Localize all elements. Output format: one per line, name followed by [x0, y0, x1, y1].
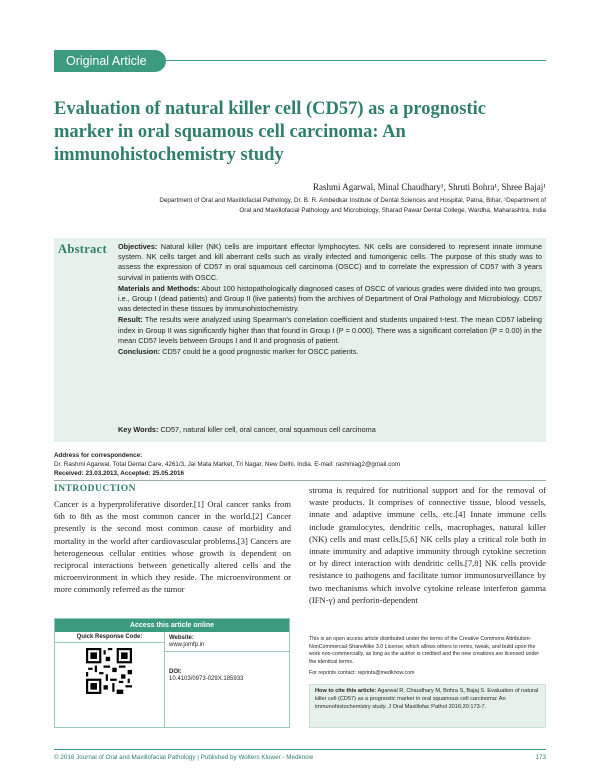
received-accepted-dates: Received: 23.03.2013, Accepted: 25.05.2016 — [54, 469, 184, 477]
footer-rule — [54, 749, 546, 750]
affiliation-line: Oral and Maxillofacial Pathology and Microbiology, Sharad Pawar Dental College, Wardha, Maharashtra, India — [239, 207, 546, 214]
correspondence-address: Dr. Rashmi Agarwal, Total Dental Care, 4261/3, Jai Mata Market, Tri Nagar, New Delhi, India. E-mail: rashmiag2@gmail.com — [54, 460, 401, 468]
conclusion-heading: Conclusion: — [118, 347, 161, 357]
abstract-conclusion — [118, 347, 542, 357]
abstract-body — [118, 242, 542, 358]
abstract-result — [118, 315, 542, 346]
intro-column-left: Cancer is a hyperproliferative disorder.[1] Oral cancer ranks from 6th to 8th as the most common cancer in the world.[2] Cancer presently is the second most common cause of morbidity and mortality in the world after cardiovascular problems.[3] Cancers are heterogeneous cellular entities whose growth is dependent on reciprocal interactions between genetically altered cells and the microenvironment in which they reside. The microenvironment or more commonly referred as the tumor — [54, 499, 291, 595]
citation-box — [309, 684, 546, 728]
doi-label: DOI: — [169, 669, 182, 675]
result-text: The results were analyzed using Spearman's correlation coefficient and students unpaired t-test. The mean CD57 labeling index in Group II was significantly higher than that found in Group I (P = 0.000). There was a significant correlation (P = 0.00) in the mean CD57 levels between Groups I and II and prognosis of patient. — [118, 315, 542, 345]
doi-link[interactable]: 10.4103/0973-029X.185933 — [169, 676, 244, 682]
correspondence — [54, 452, 400, 478]
methods-text: About 100 histopathologically diagnosed cases of OSCC of various grades were divided into two groups, i.e., Group I (dead patients) and Group II (live patients) from the archives of Department of Oral Pathology and Microbiology. CD57 was detected in these tissues by immunohistochemistry. — [118, 283, 543, 314]
abstract-objectives — [118, 242, 542, 283]
citation-heading: How to cite this article: — [315, 688, 377, 694]
access-header: Access this article online — [55, 619, 289, 632]
website-link[interactable]: www.jomfp.in — [165, 642, 289, 652]
access-article-box — [54, 618, 290, 728]
footer-copyright: © 2016 Journal of Oral and Maxillofacial Pathology | Published by Wolters Kluwer - Medknow — [54, 754, 314, 761]
conclusion-text: CD57 could be a good prognostic marker for OSCC patients. — [162, 347, 359, 357]
affiliations — [54, 196, 546, 216]
license-text: This is an open access article distributed under the terms of the Creative Commons Attribution-NonCommercial-ShareAlike 3.0 License, which allows others to remix, tweak, and build upon the work non-commercially, as long as the author is credited and the new creations are licensed under the identical terms. — [309, 636, 540, 665]
qr-panel — [55, 632, 165, 727]
objectives-heading: Objectives: — [118, 242, 158, 251]
correspondence-heading: Address for correspondence: — [54, 452, 143, 459]
abstract-label: Abstract — [58, 242, 107, 256]
access-info-panel — [165, 632, 289, 727]
header-rule — [166, 60, 546, 61]
objectives-text: Natural killer (NK) cells are important effector lymphocytes. NK cells are considered to represent innate immune system. NK cells target and kill aberrant cells such as virally infected and tumorigenic cells. The purpose of this study was to assess the expression of CD57 in oral squamous cell carcinoma (OSCC) and to correlate the expression of CD57 with 3 years survival in patients with OSCC. — [118, 242, 543, 282]
result-heading: Result: — [118, 315, 143, 325]
article-title: Evaluation of natural killer cell (CD57) as a prognostic marker in oral squamous cell carcinoma: An immunohistochemistry study — [54, 99, 487, 165]
website-label: Website: — [169, 635, 194, 641]
section-divider — [54, 480, 546, 481]
article-type-badge: Original Article — [54, 50, 166, 72]
affiliation-line: Department of Oral and Maxillofacial Pathology, Dr. B. R. Ambedkar Institute of Dental Sciences and Hospital, Patna, Bihar, ¹Department of — [159, 197, 546, 204]
abstract-box — [54, 238, 546, 442]
abstract-methods — [118, 284, 542, 315]
keywords-text: CD57, natural killer cell, oral cancer, oral squamous cell carcinoma — [160, 425, 376, 434]
page-number: 173 — [535, 754, 546, 761]
qr-code-icon[interactable] — [86, 648, 132, 694]
author-list: Rashmi Agarwal, Minal Chaudhary¹, Shruti Bohra¹, Shree Bajaj¹ — [312, 182, 546, 192]
citation-text: Agarwal R, Chaudhary M, Bohra S, Bajaj S. Evaluation of natural killer cell (CD57) as a prognostic marker in oral squamous cell carcinoma: An immunohistochemistry study. J Oral Maxillofac Pathol 2016;20:173-7. — [315, 688, 539, 710]
keywords-heading: Key Words: — [118, 425, 159, 434]
introduction-heading: INTRODUCTION — [54, 484, 137, 494]
qr-label: Quick Response Code: — [55, 632, 164, 643]
reprints-contact: For reprints contact: reprints@medknow.com — [309, 670, 415, 676]
keywords — [118, 425, 542, 434]
intro-column-right: stroma is required for nutritional support and for the removal of waste products. It comprises of connective tissue, blood vessels, innate and adaptive immune cells, etc.[4] Innate immune cells include granulocytes, dendritic cells, macrophages, natural killer (NK) cells and mast cells.[5,6] NK cells play a critical role both in innate immunity and adaptive immunity through cytokine secretion or by direct interaction with dendritic cells.[7,8] NK cells provide resistance to pathogens and facilitate tumor immunosurveillance by two mechanisms which involve cytokine release interferon gamma (IFN-γ) and perforin-dependent — [309, 485, 546, 605]
methods-heading: Materials and Methods: — [118, 283, 200, 293]
